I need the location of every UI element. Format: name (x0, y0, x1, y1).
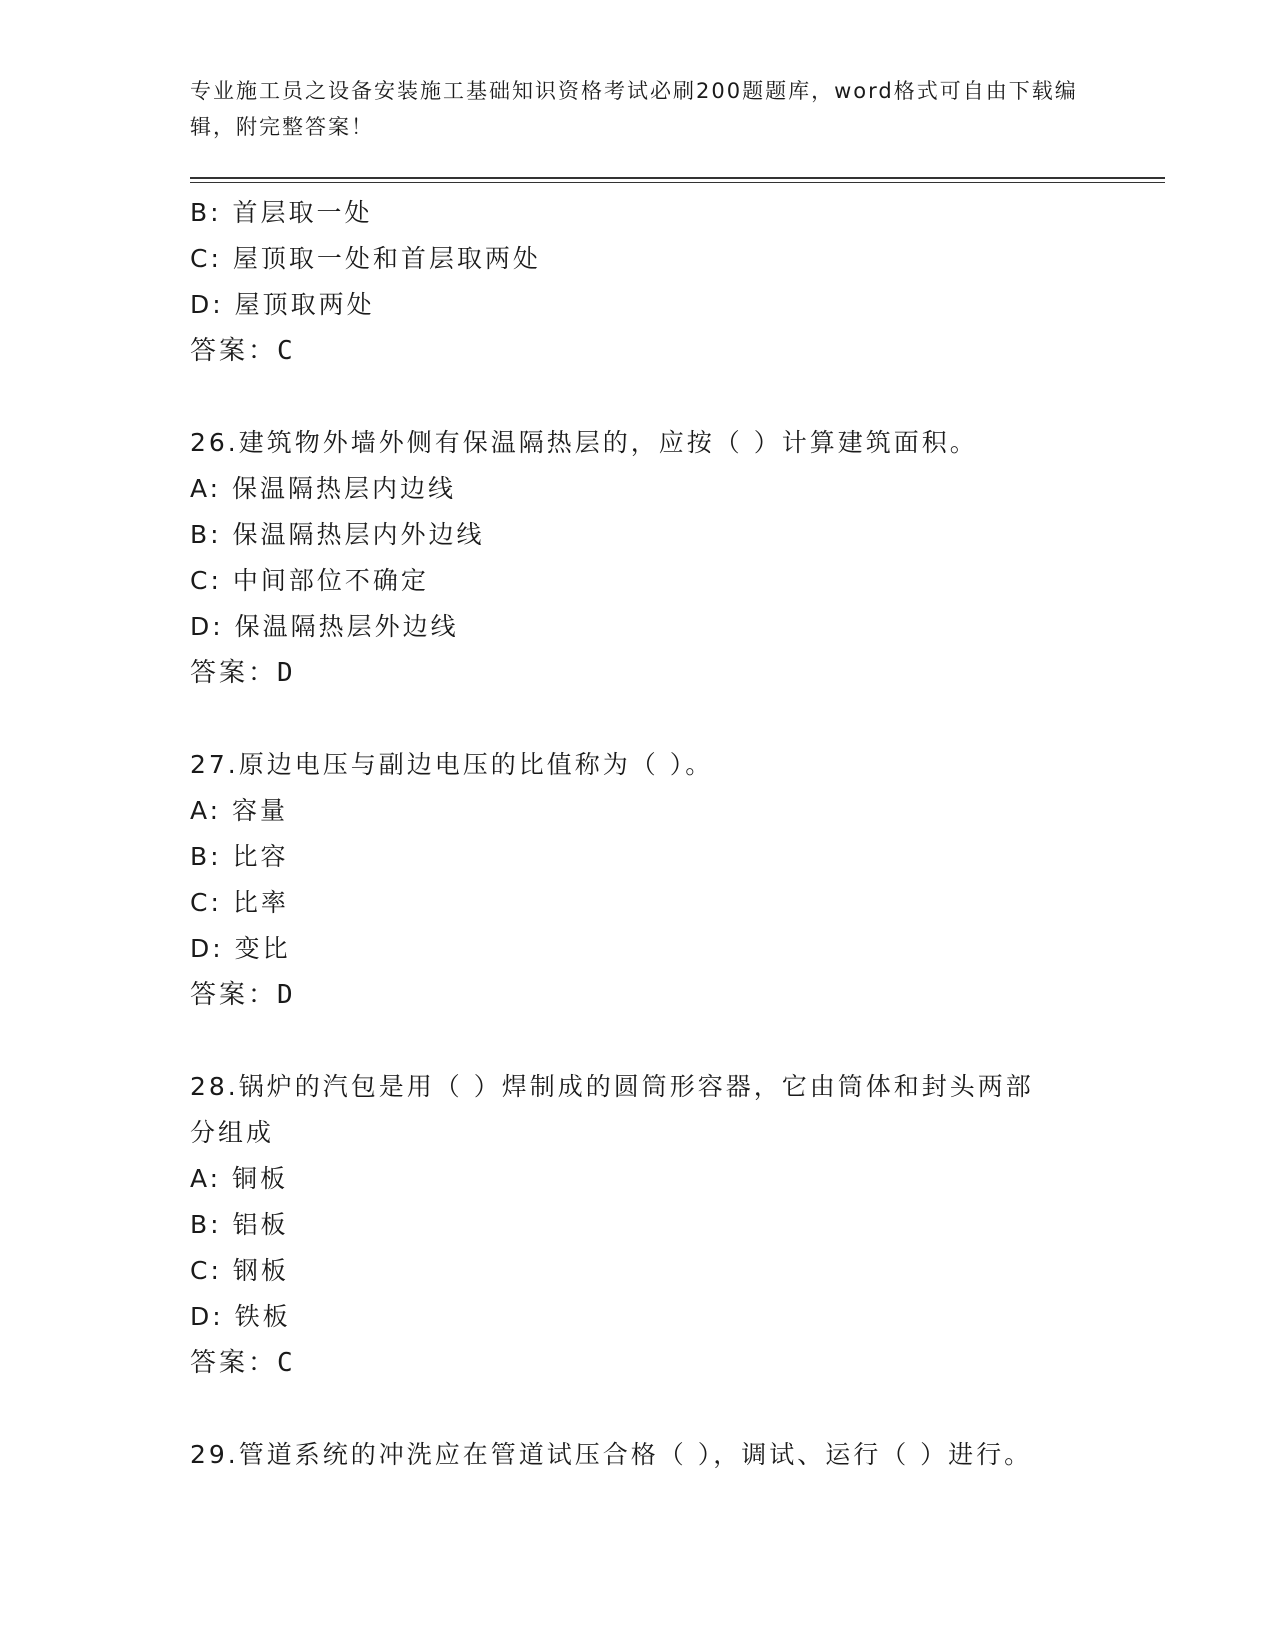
header-rule-thin (190, 182, 1165, 183)
question-text: 27.原边电压与副边电压的比值称为（ ）。 (190, 750, 714, 779)
answer-value: D (277, 980, 295, 1010)
question-block-25 (190, 190, 1090, 374)
option-b: B: 保温隔热层内外边线 (190, 520, 485, 549)
option-d: D: 变比 (190, 934, 291, 963)
answer-line (190, 1340, 1090, 1386)
question-block-28 (190, 1064, 1090, 1386)
header-rule-thick (190, 177, 1165, 179)
option-c: C: 钢板 (190, 1256, 289, 1285)
question-block-26 (190, 420, 1090, 696)
option-a: A: 保温隔热层内边线 (190, 474, 457, 503)
question-block-27 (190, 742, 1090, 1018)
question-text: 28.锅炉的汽包是用（ ）焊制成的圆筒形容器，它由筒体和封头两部分组成 (190, 1072, 1034, 1147)
answer-label: 答案： (190, 980, 278, 1010)
document-header (190, 73, 1090, 145)
answer-label: 答案： (190, 336, 278, 366)
answer-label: 答案： (190, 658, 278, 688)
option-c: C: 中间部位不确定 (190, 566, 429, 595)
option-b: B: 铝板 (190, 1210, 289, 1239)
option-c: C: 比率 (190, 888, 289, 917)
option-d: D: 屋顶取两处 (190, 290, 375, 319)
answer-label: 答案： (190, 1348, 278, 1378)
spacer (190, 1386, 1090, 1432)
spacer (190, 696, 1090, 742)
option-b: B: 首层取一处 (190, 198, 373, 227)
spacer (190, 374, 1090, 420)
option-c: C: 屋顶取一处和首层取两处 (190, 244, 541, 273)
question-text: 26.建筑物外墙外侧有保温隔热层的，应按（ ）计算建筑面积。 (190, 428, 978, 457)
spacer (190, 1018, 1090, 1064)
option-d: D: 铁板 (190, 1302, 291, 1331)
answer-line (190, 972, 1090, 1018)
answer-line (190, 650, 1090, 696)
option-a: A: 铜板 (190, 1164, 289, 1193)
answer-value: D (277, 658, 295, 688)
option-a: A: 容量 (190, 796, 289, 825)
answer-line (190, 328, 1090, 374)
answer-value: C (277, 1348, 295, 1378)
question-block-29 (190, 1432, 1090, 1478)
option-b: B: 比容 (190, 842, 289, 871)
header-title: 专业施工员之设备安装施工基础知识资格考试必刷200题题库，word格式可自由下载编辑，附完整答案！ (190, 79, 1078, 139)
option-d: D: 保温隔热层外边线 (190, 612, 459, 641)
question-text: 29.管道系统的冲洗应在管道试压合格（ ），调试、运行（ ）进行。 (190, 1440, 1033, 1469)
question-list (190, 190, 1090, 1478)
answer-value: C (277, 336, 295, 366)
